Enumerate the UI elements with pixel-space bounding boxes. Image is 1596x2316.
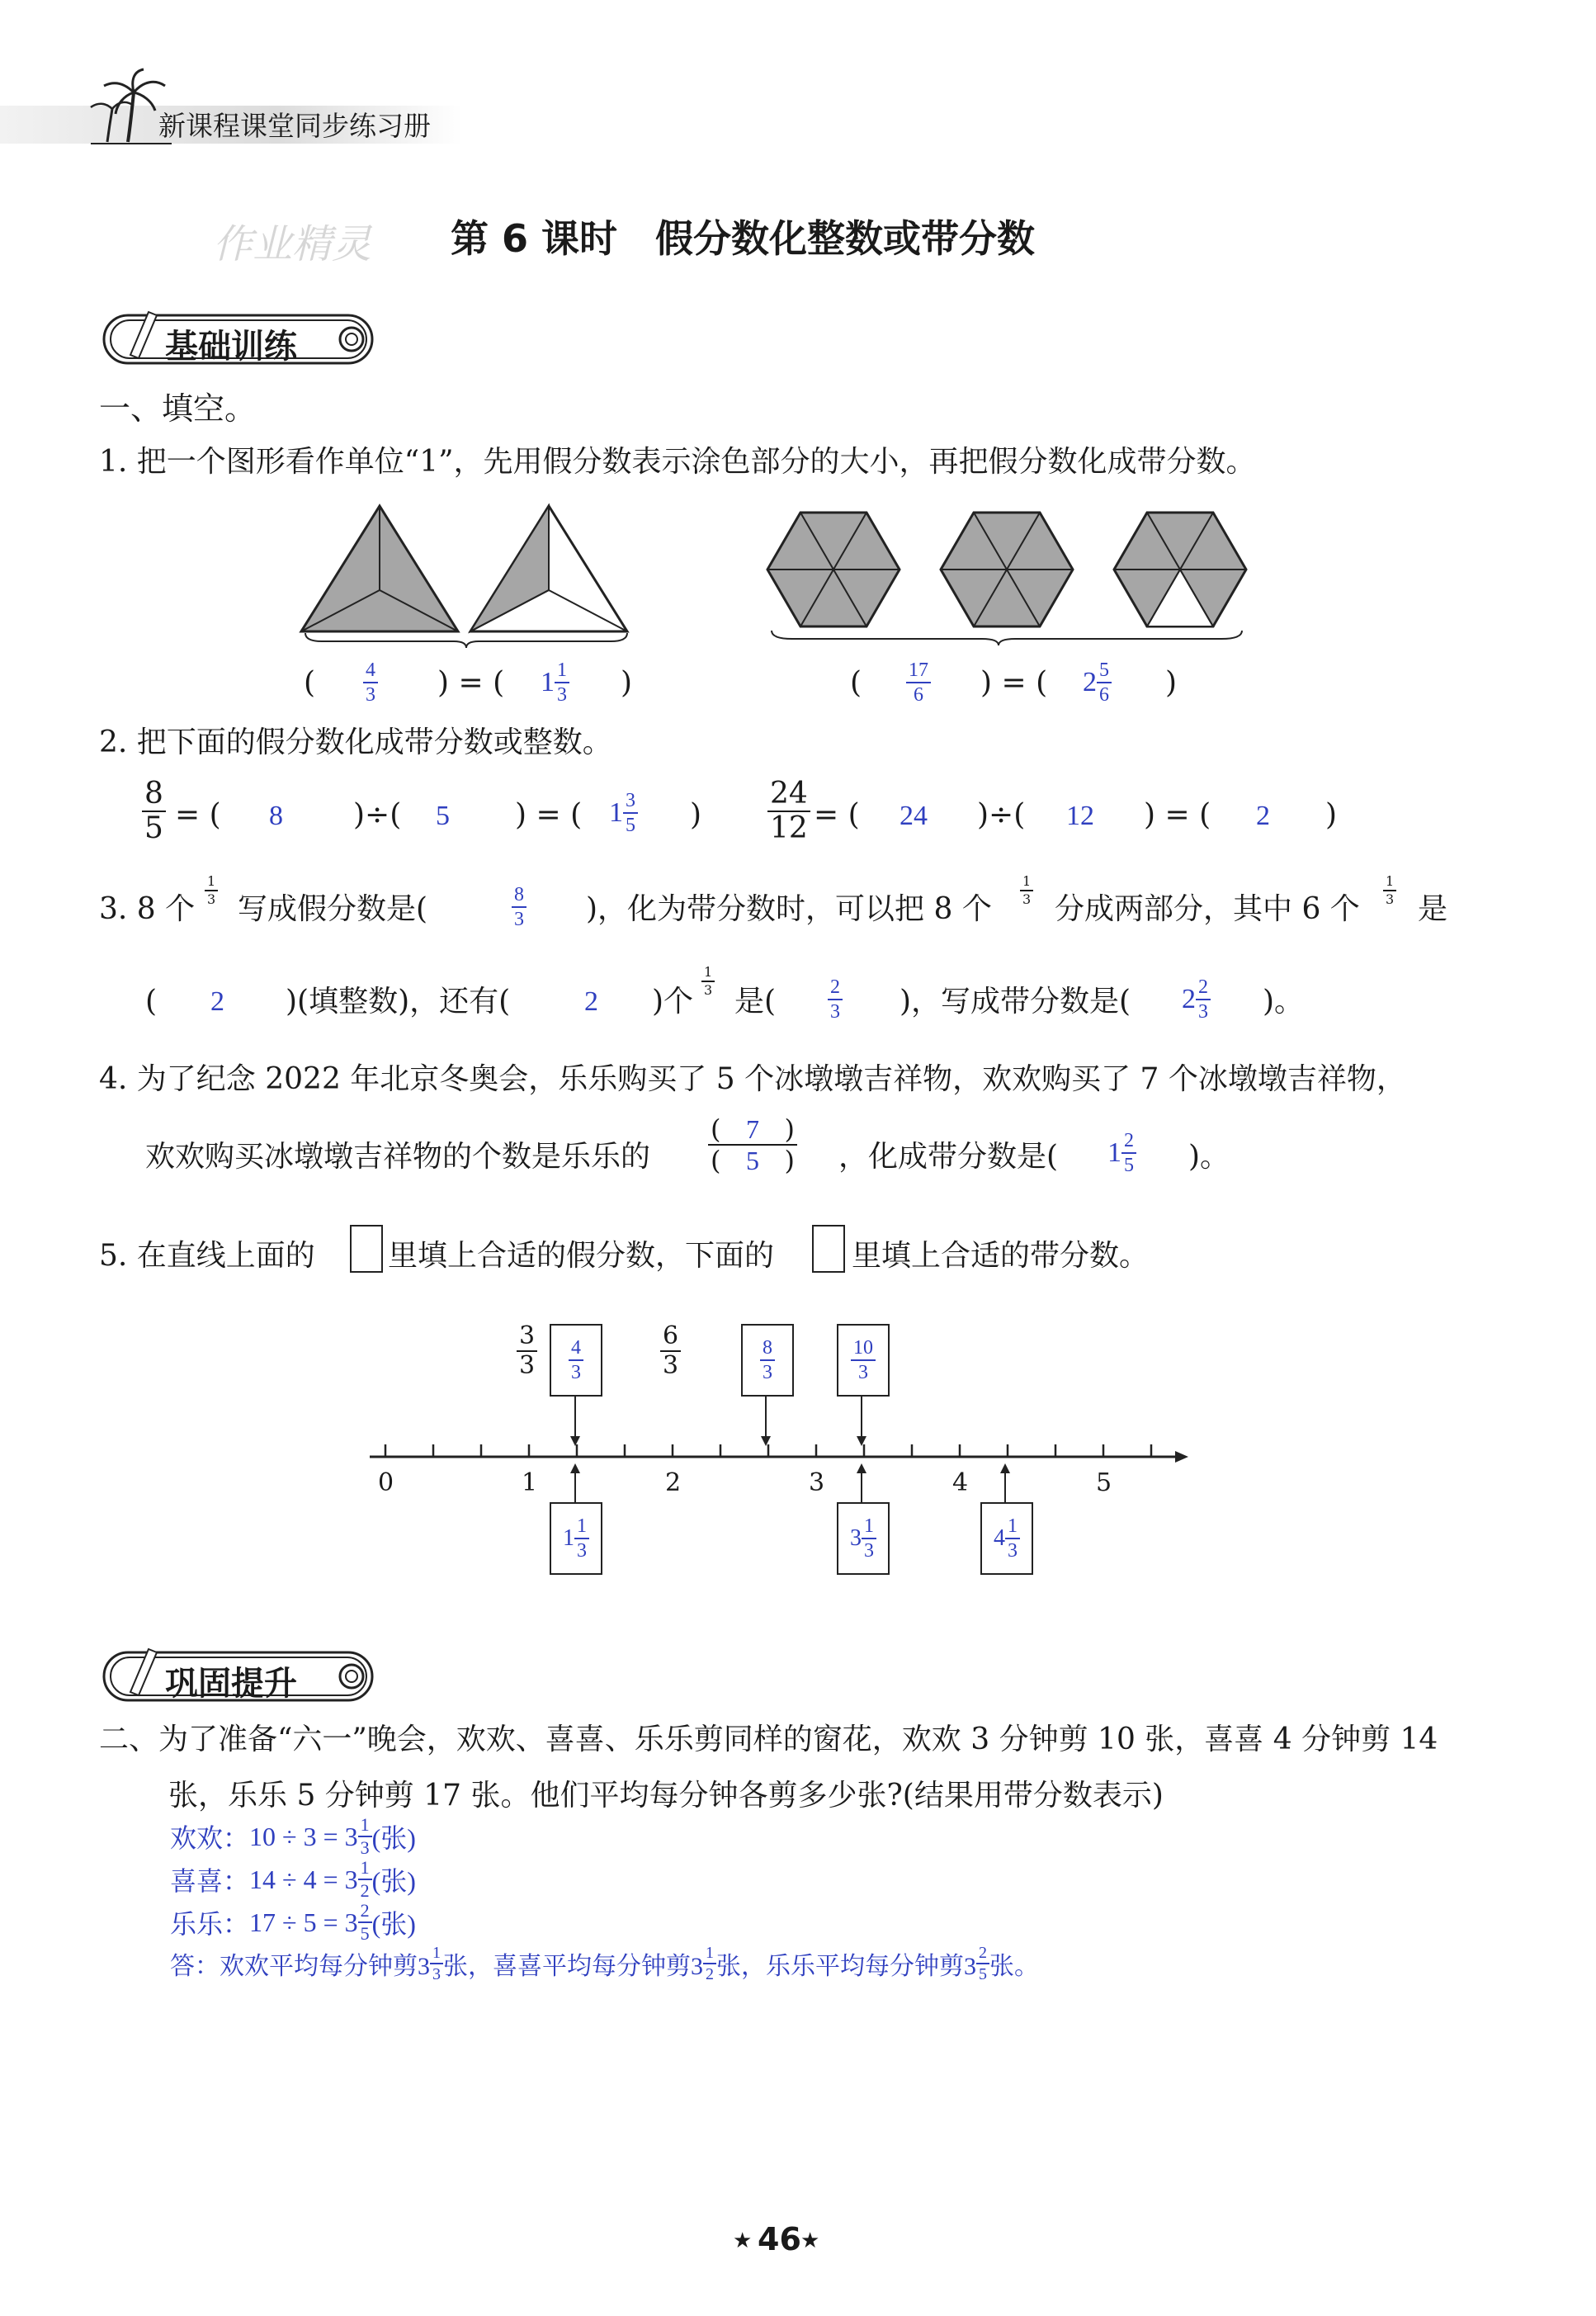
q1-triangles (297, 499, 677, 648)
q1-right-improper: $\frac{17}{6}$ (906, 660, 931, 705)
q1-left-improper: $\frac{4}{3}$ (363, 660, 378, 705)
q3-ans-mixed: 2 $\frac{2}{3}$ (1182, 977, 1211, 1022)
tick-label-3: 3 (809, 1468, 825, 1497)
q3-ans-frac: $\frac{2}{3}$ (828, 977, 843, 1022)
q2b-eq2: ) = ( (1144, 798, 1211, 832)
answer-box-above-2: $\frac{8}{3}$ (741, 1324, 794, 1397)
q1-right-paren-close: ) (1165, 666, 1178, 700)
q2b-eq1: = ( (814, 798, 860, 832)
part2-line1: 二、为了准备“六一”晚会，欢欢、喜喜、乐乐剪同样的窗花，欢欢 3 分钟剪 10 张，喜喜 4 分钟剪 14 (99, 1723, 1438, 1756)
answer-box-below-1: 1 $\frac{1}{3}$ (550, 1502, 602, 1575)
tick-label-1: 1 (522, 1468, 538, 1497)
q3-p7: )个 (652, 985, 694, 1019)
q3-p4: 分成两部分，其中 6 个 (1055, 892, 1360, 926)
q3-p1: 3. 8 个 (99, 892, 196, 926)
q2b-fraction: $\frac{24}{12}$ (767, 779, 810, 844)
q3-p9: )，写成带分数是( (900, 985, 1131, 1019)
q1-left-mixed: 1 $\frac{1}{3}$ (541, 660, 569, 705)
q2a-div-sign: )÷( (353, 798, 402, 832)
solution-line-2: 喜喜： 14 ÷ 4 = 3 $\frac{1}{2}$ (张) (170, 1857, 416, 1901)
q3-p8: 是( (734, 985, 777, 1019)
q1-right-paren-open: ( (850, 666, 862, 700)
q4-line1: 4. 为了纪念 2022 年北京冬奥会，乐乐购买了 5 个冰墩墩吉祥物，欢欢购买了 7 个冰墩墩吉祥物， (99, 1062, 1406, 1096)
watermark: 作业精灵 (213, 221, 372, 267)
answer-box-above-3: $\frac{10}{3}$ (837, 1324, 890, 1397)
q5-p3: 里填上合适的带分数。 (852, 1239, 1150, 1273)
answer-sentence: 答：欢欢平均每分钟剪3 $\frac{1}{3}$ 张，喜喜平均每分钟剪3 $\frac{1}{2}$ 张，乐乐平均每分钟剪3 $\frac{2}{5}$ 张。 (170, 1944, 1039, 1983)
q1-left-paren-close: ) (621, 666, 633, 700)
q3-ans-int: 2 (210, 986, 224, 1017)
q4-line2c: )。 (1188, 1140, 1230, 1174)
q2b-div2: 12 (1066, 801, 1094, 831)
q1-text: 1. 把一个图形看作单位“1”，先用假分数表示涂色部分的大小，再把假分数化成带分数。 (99, 445, 1256, 479)
q1-right-equals: ) = ( (980, 666, 1048, 700)
q3-frac-c: $\frac{1}{3}$ (1383, 875, 1396, 906)
q2a-eq2: ) = ( (515, 798, 583, 832)
q3-p6: )(填整数)，还有( (286, 985, 511, 1019)
tick-label-5: 5 (1096, 1468, 1112, 1497)
page-number: 46 (758, 2221, 801, 2257)
given-fraction-3-3: $\frac{3}{3}$ (517, 1324, 537, 1378)
answer-box-below-2: 3 $\frac{1}{3}$ (837, 1502, 890, 1575)
q2b-close: ) (1325, 798, 1338, 832)
part2-line2: 张，乐乐 5 分钟剪 17 张。他们平均每分钟各剪多少张?(结果用带分数表示) (168, 1779, 1164, 1813)
answer-box-above-1: $\frac{4}{3}$ (550, 1324, 602, 1397)
q2b-div1: 24 (900, 801, 928, 831)
tick-label-0: 0 (378, 1468, 394, 1497)
q4-ans-mixed: 1 $\frac{2}{5}$ (1107, 1131, 1136, 1175)
q3-frac-d: $\frac{1}{3}$ (701, 966, 715, 997)
page-number-star-left: ★ (733, 2229, 753, 2253)
q3-p5: 是 (1418, 892, 1448, 926)
series-title: 新课程课堂同步练习册 (158, 110, 431, 142)
q2b-result: 2 (1256, 801, 1270, 831)
q3-p2: 写成假分数是( (238, 892, 428, 926)
q3-ans-count: 2 (584, 986, 598, 1017)
q3-frac-a: $\frac{1}{3}$ (205, 875, 218, 906)
section-label-advanced: 巩固提升 (165, 1665, 297, 1703)
solution-line-1: 欢欢： 10 ÷ 3 = 3 $\frac{1}{3}$ (张) (170, 1814, 416, 1858)
q3-p3: )，化为带分数时，可以把 8 个 (586, 892, 992, 926)
q5-p1: 5. 在直线上面的 (99, 1239, 315, 1273)
q3-p10: )。 (1263, 985, 1305, 1019)
q1-left-equals: ) = ( (437, 666, 505, 700)
q2a-eq1: = ( (175, 798, 221, 832)
part1-heading: 一、填空。 (99, 390, 257, 427)
given-fraction-6-3: $\frac{6}{3}$ (660, 1324, 681, 1378)
q1-right-mixed: 2 $\frac{5}{6}$ (1083, 660, 1112, 705)
q4-line2b: ，化成带分数是( (838, 1140, 1059, 1174)
tick-label-4: 4 (952, 1468, 969, 1497)
q5-box-sample-1 (350, 1225, 383, 1273)
q5-p2: 里填上合适的假分数，下面的 (388, 1239, 775, 1273)
q3-open: ( (145, 985, 158, 1019)
q1-hexagons (759, 505, 1254, 645)
q2a-fraction: $\frac{8}{5}$ (142, 779, 166, 844)
q1-left-paren-open: ( (304, 666, 316, 700)
q2b-div-sign: )÷( (977, 798, 1026, 832)
q2a-close: ) (690, 798, 702, 832)
solution-line-3: 乐乐： 17 ÷ 5 = 3 $\frac{2}{5}$ (张) (170, 1900, 416, 1944)
q2a-mixed: 1 $\frac{3}{5}$ (609, 791, 638, 835)
q2a-div1: 8 (269, 801, 283, 831)
q4-line2a: 欢欢购买冰墩墩吉祥物的个数是乐乐的 (145, 1140, 651, 1174)
q3-frac-b: $\frac{1}{3}$ (1020, 875, 1033, 906)
q4-answer-fraction: $\frac{( 7 )}{( 5 )}$ (708, 1116, 797, 1174)
q2-text: 2. 把下面的假分数化成带分数或整数。 (99, 726, 612, 759)
q2a-div2: 5 (436, 801, 450, 831)
tick-label-2: 2 (665, 1468, 682, 1497)
answer-box-below-3: 4 $\frac{1}{3}$ (980, 1502, 1033, 1575)
page-number-star-right: ★ (800, 2229, 820, 2253)
section-label-basic: 基础训练 (165, 328, 297, 366)
q5-box-sample-2 (812, 1225, 845, 1273)
page-title: 第 6 课时 假分数化整数或带分数 (451, 216, 1036, 261)
q3-ans-improper: $\frac{8}{3}$ (512, 885, 526, 929)
